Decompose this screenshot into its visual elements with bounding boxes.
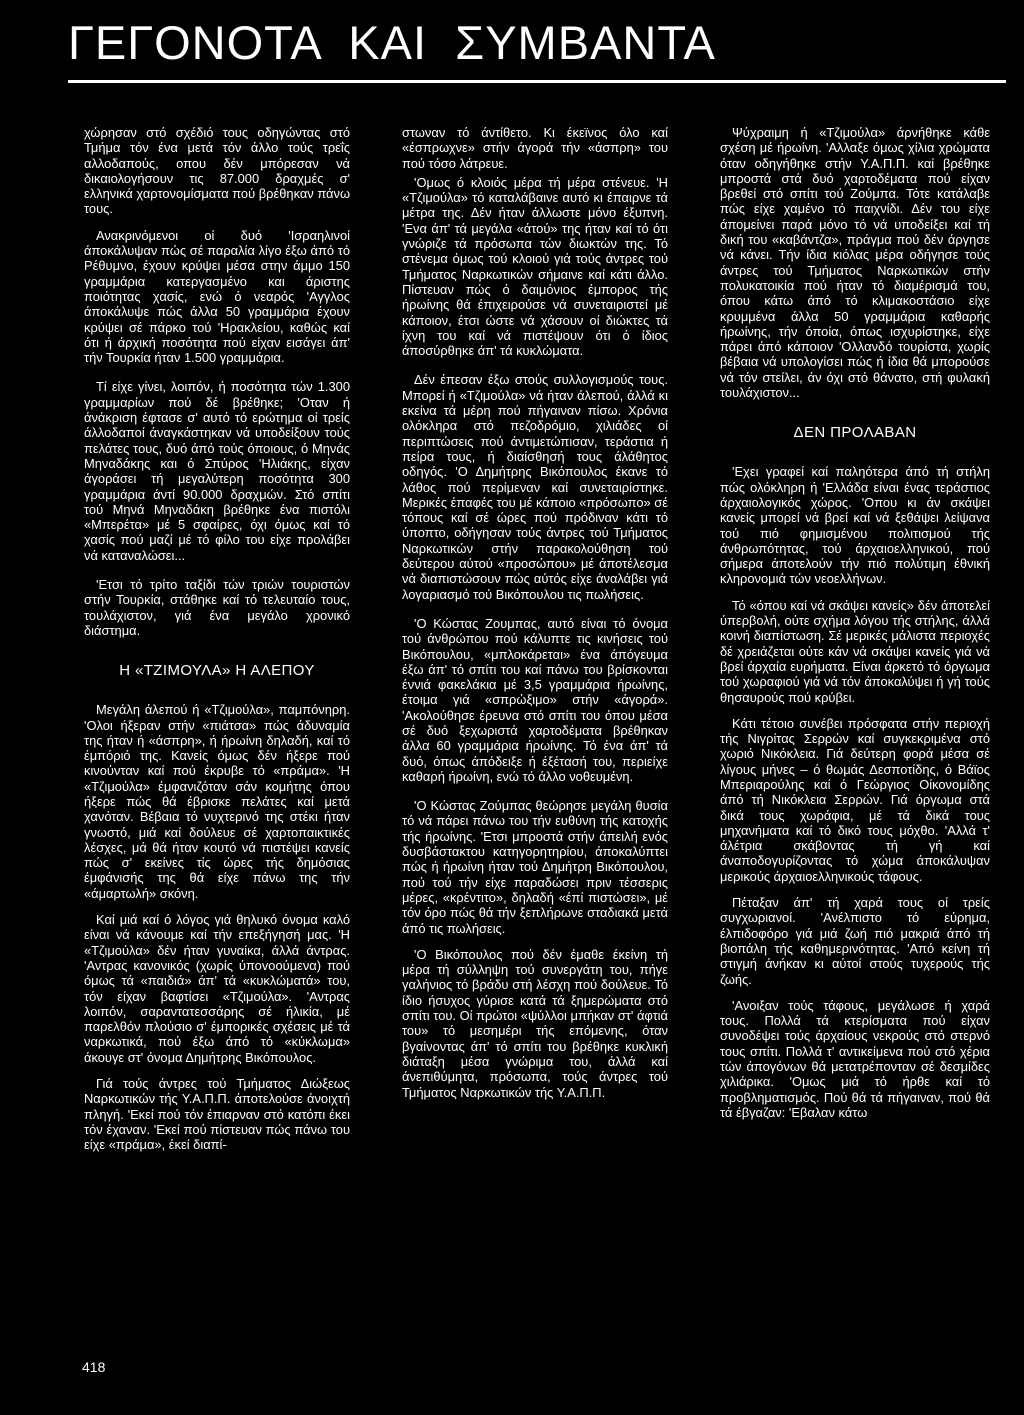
paragraph: Ψύχραιμη ή «Τζιμούλα» άρνήθηκε κάθε σχέση μέ ήρωίνη. 'Αλλαξε όμως χίλια χρώματα όταν οδηγήθηκε στήν Υ.Α.Π.Π. καί βρέθηκε μπροστά στά δυό χαρτοδέματα πού είχαν βρεθεί στό σπίτι τού Ζούμπα. Τότε κατάλαβε πώς είχε χαμένο τό παιχνίδι. Δέν του είχε άπομείνει παρά μόνο τό νά υποδείξει καί τή δική του «καβάντζα», πράγμα πού δέν άργησε νά κάνει. Τήν ίδια κιόλας μέρα οδήγησε τούς άντρες τού Τμήματος Ναρκωτικών στήν πολυκατοικία πού ήταν τό διαμέρισμά του, όπου κάτω άπό τό κλιμακοστάσιο είχε κρυμμένα άλλα 50 γραμμάρια καθαρής ήρωίνης, τήν όποία, όπως ισχυρίστηκε, είχε πάρει άπό κάποιον 'Ολλανδό τουρίστα, χωρίς βέβαια νά υπολογίσει πώς ή ίδια θά μπορούσε νά τόν στείλει, άν όχι στό θάνατο, στή φυλακή τουλάχιστον...	[720, 125, 990, 401]
paragraph: Τό «όπου καί νά σκάψει κανείς» δέν άποτελεί ύπερβολή, ούτε σχήμα λόγου τής στήλης, άλλά κοινή διαπίστωση. Σέ μερικές μάλιστα περιοχές δέ χρειάζεται ούτε κάν νά σκάψει κανείς γιά νά βρεί άρχαία ευρήματα. Είναι άρκετό τό όργωμα τού χωραφιού γιά νά τόν άποκαλύψει ή γή τούς θησαυρούς πού κρύβει.	[720, 597, 990, 705]
paragraph: στωναν τό άντίθετο. Κι έκεϊνος όλο καί «έσπρωχνε» στήν άγορά τήν «άσπρη» του πού τόσο λάτρευε.	[402, 125, 668, 171]
paragraph: Ανακρινόμενοι οί δυό 'Ισραηλινοί άποκάλυψαν πώς σέ παραλία λίγο έξω άπό τό Ρέθυμνο, έχουν κρύψει μέσα στην άμμο 150 γραμμάρια κατεργασμένο και άριστης ποιότητας χασίς, ενώ ό νεαρός 'Αγγλος άποκάλυψε πώς άλλα 50 γραμμάρια έχουν κρύψει σέ πάρκο τού 'Ηρακλείου, καθώς καί ότι ή άρχική ποσότητα πού είχαν εισάγει άπ' τήν Τουρκία ήταν 1.500 γραμμάρια.	[84, 227, 350, 366]
section-title: ΓΕΓΟΝΟΤΑ ΚΑΙ ΣΥΜΒΑΝΤΑ	[68, 16, 716, 69]
paragraph: 'Εχει γραφεί καί παληότερα άπό τή στήλη πώς ολόκληρη ή 'Ελλάδα είναι ένας τεράστιος άρχαιολογικός χώρος. 'Οπου κι άν σκάψει κανείς μπορεί νά βρεί καί νά ξεθάψει λείψανα τού πιό φημισμένου πολιτισμού τής άνθρωπότητας, τού άρχαιοελληνικού, πού σήμερα άποτελούν τήν πιό πολύτιμη έθνική κληρονομιά τών νεοελλήνων.	[720, 464, 990, 587]
paragraph: Κάτι τέτοιο συνέβει πρόσφατα στήν περιοχή τής Νιγρίτας Σερρών καί συγκεκριμένα στό χωριό Νικόκλεια. Γιά δεύτερη φορά μέσα σέ λίγους μήνες – ό θωμάς Δεσποτίδης, ό Βάϊος Μπεριαρούλης καί ό Γεώργιος Οίκονομίδης άπό τή Νικόκλεια Σερρών. Γιά όργωμα στά δικά τους χωράφια, μέ τά δικά τους μηχανήματα καί τό δικό τους μόχθο. 'Αλλά τ' άλέτρια σκάβοντας τή γή καί άναποδογυρίζοντας τό χώμα άποκάλυψαν μερικούς άρχαιοελληνικούς τάφους.	[720, 715, 990, 884]
paragraph: Καί μιά καί ό λόγος γιά θηλυκό όνομα καλό είναι νά κάνουμε καί τήν επεξήγησή μας. 'Η «Τζιμούλα» δέν ήταν γυναίκα, άλλά άντρας. 'Αντρας κανονικός (χωρίς ύποvοούμενα) πού όμως τά «παιδιά» άπ' τά «κυκλώματά» του, τόν είχαν βαφτίσει «Τζιμούλα». 'Αντρας λοιπόν, σαραντατεσσάρης σέ ήλικία, μέ παρελθόν πλούσιο σ' έμπορικές σχέσεις μέ τά ναρκωτικά, πού έξω άπό τό «κύκλωμα» άκουγε στ' όνομα Δημήτρης Βικόπουλος.	[84, 912, 350, 1065]
paragraph: 'Ο Κώστας Ζούμπας θεώρησε μεγάλη θυσία τό νά πάρει πάνω του τήν ευθύνη τής κατοχής τής ήρωίνης. 'Ετσι μπροστά στήν άπειλή ενός δυσβάστακτου κατηγορητηρίου, άποκαλύπτει πώς ή ήρωίνη ήταν τού Δημήτρη Βικόπουλου, πού τού τήν είχε παραδώσει πριν τέσσερις μέρες, «κρέντιτο», δηλαδή «έπί πιστώσει», μέ τόν όρο πώς θά τήν ξεπλήρωνε σταδιακά μετά άπό τις πωλήσεις.	[402, 798, 668, 936]
page-number: 418	[82, 1359, 106, 1375]
paragraph: Δέν έπεσαν έξω στούς συλλογισμούς τους. Μπορεί ή «Τζιμούλα» νά ήταν άλεπού, άλλά κι εκείνα τά μέρη πού πήγαιναν πίσω. Χρόνια ολόκληρα στό πεζοδρόμιο, χιλιάδες οί περιπτώσεις πού άντιμετώπισαν, τεράστια ή πείρα τους, ή διαίσθησή τους άλάθητος οδηγός. 'Ο Δημήτρης Βικόπουλος έκανε τό λάθος πού περίμεναν καί συνεταιρίστηκε. Μερικές έπαφές του μέ κάποιο «πρόσωπο» σέ τόπους καί σέ ώρες πού πρόδιναν κάτι τό ύποπτο, οδήγησαν τούς άντρες τού Τμήματος Ναρκωτικών στήν παρακολούθηση τού δεύτερου αύτού «προσώπου» μέ άποτέλεσμα νά διαπιστώσουν πώς αύτός είχε άναλάβει γιά λογαριασμό τού Βικόπουλου τις πωλήσεις.	[402, 372, 668, 602]
paragraph: Γιά τούς άντρες τού Τμήματος Διώξεως Ναρκωτικών τής Υ.Α.Π.Π. άποτελούσε άνοιχτή πληγή. 'Εκεί πού τόν έπιαρναν στό κατόπι έκει τόν έχαναν. 'Εκεί πού πίστευαν πώς πάνω του είχε «πράμα», έκεί διαπί-	[84, 1076, 350, 1153]
paragraph: 'Ανοιξαν τούς τάφους, μεγάλωσε ή χαρά τους. Πολλά τά κτερίσματα πού είχαν συνοδέψει τούς άρχαίους νεκρούς στό στερνό τους σπίτι. Πολλά τ' αντικείμενα πού στό χέρια τών άπογόνων θά μετατρέπονταν σέ δεσμίδες χιλιάρικα. 'Ομως μιά τό ήρθε καί τό προβληματισμός. Πού θά τά πήγαιναν, πού θά τά έβγαζαν: 'Εβαλαν κάτω	[720, 997, 990, 1120]
paragraph: χώρησαν στό σχέδιό τους οδηγώντας στό Τμήμα τόν ένα μετά τόν άλλο τούς τρεΐς αλλοδαπούς, οπου δέν μπόρεσαν νά δικαιολογήσουν τις 87.000 δραχμές σ' ελληνικά χαρτονομίσματα πού βρέθηκαν πάνω τους.	[84, 125, 351, 217]
article-column-1	[84, 125, 350, 1164]
article-column-2	[402, 125, 668, 1111]
subheading: ΔΕΝ ΠΡΟΛΑΒΑΝ	[793, 424, 917, 442]
paragraph: Πέταξαν άπ' τή χαρά τους οί τρείς συγχωριανοί. 'Ανέλπιστο τό εύρημα, έλπιδοφόρο γιά μιά ζωή πιό μακριά άπό τή βιοπάλη τής καθημερινότητας. 'Από κείνη τή στιγμή άνήκαν κι αύτοί στούς τυχερούς τής ζωής.	[720, 895, 990, 987]
header-rule	[68, 80, 1006, 83]
paragraph: Μεγάλη άλεπού ή «Τζιμούλα», παμπόνηρη. 'Ολοι ήξεραν στήν «πιάτσα» πώς άδυναμία της ήταν ή «άσπρη», ή ήρωίνη δηλαδή, καί τό έμπόριό της. Κανείς όμως δέν ήξερε πού κινούνταν καί πού έκρυβε τό «πράμα». 'Η «Τζιμούλα» έμφανιζόταν σάν κομήτης όπου ήξερε πώς θά έβρισκε πελάτες καί μετά χανόταν. Βέβαια τό νυχτερινό της στέκι ήταν γνωστό, μιά καί δούλευε σέ χαρτοπαικτικές λέσχες, μά θά ήταν κουτό νά πιστέψει κανείς πώς σ' εκείνες τίς ώρες τής δημόσιας έμφάνισής της θά είχε πάνω της τήν «άμαρτωλή» σκόνη.	[84, 702, 350, 901]
paragraph: 'Ο Κώστας Ζουμπας, αυτό είναι τό όνομα τού άνθρώπου πού κάλυπτε τις κινήσεις τού Βικόπουλου, «μπλοκάρεται» ένα άπόγευμα έξω άπ' τό σπίτι του καί πάνω του βρίσκονται έννιά φακελάκια μέ 3,5 γραμμάρια ήρωίνης, έτοιμα γιά «σπρώξιμο» στήν «άγορά». 'Ακολούθησε έρευνα στό σπίτι του όπου μέσα σέ δυό ξεχωριστά χαρτοδέματα βρέθηκαν άλλα 60 γραμμάρια ήρωίνης. Τό ένα άπ' τά δυό, όπως άπόδειξε ή έξέτασή του, περιείχε καθαρή ήρωίνη, ενώ τό άλλο νοθευμένη.	[402, 615, 668, 784]
paragraph: 'Ετσι τό τρίτο ταξίδι τών τριών τουριστών στήν Τουρκία, στάθηκε καί τό τελευταίο τους, τουλάχιστον, γιά ένα μεγάλο χρονικό διάστημα.	[84, 577, 350, 638]
paragraph: 'Ο Βικόπουλος πού δέν έμαθε έκείνη τή μέρα τή σύλληψη τού συνεργάτη του, πήγε γαλήνιος τό βράδυ στή λέσχη πού δούλευε. Τό ίδιο ήσυχος γύρισε κατά τά ξημερώματα στό σπίτι του. Οί πρώτοι «ψύλλοι μπήκαν στ' άφτιά του» τό μεσημέρι τής επόμενης, όταν βγαίνοντας άπ' τό σπίτι του βρέθηκε κυκλική διάταξη μέσα γνώριμα του, άλλά καί άνεπιθύμητα, πρόσωπα, τούς άντρες τού Τμήματος Ναρκωτικών τής Υ.Α.Π.Π.	[402, 946, 668, 1100]
paragraph: 'Ομως ό κλοιός μέρα τή μέρα στένευε. 'Η «Τζιμούλα» τό καταλάβαινε αυτό κι έπαιρνε τά μέτρα της. Δέν ήταν άλλωστε μόνο έξυπνη. 'Ενα άπ' τά μεγάλα «άτού» της ήταν καί τό ότι γνώριζε τά πρόσωπα τών διωκτών της. Τό στένεμα όμως τού κλοιού γιά τούς άντρες τού Τμήματος Ναρκωτικών σήμαινε καί κάτι άλλο. Πίστευαν πώς ό δαιμόνιος έμπορος τής ήρωίνης θά έπιχειρούσε νά συνεταιριστεί μέ κάποιον, έτσι ώστε νά χάσουν οί διώκτες τά ίχνη του καί νά πιστέψουν ότι ό ίδιος άποσύρθηκε άπ' τά κυκλώματα.	[402, 174, 668, 359]
paragraph: Τί είχε γίνει, λοιπόν, ή ποσότητα τών 1.300 γραμμαρίων πού δέ βρέθηκε; 'Οταν ή άνάκριση έφτασε σ' αυτό τό ερώτημα οί τρείς άλλοδαποί άναγκάστηκαν νά υποδείξουν τούς πελάτες τους, δυό άπό τούς όποιους, ό Μηνάς Μηναδάκης και ό Σπύρος 'Ηλιάκης, είχαν άγοράσει τή μεγαλύτερη ποσότητα 300 γραμμάρια άντί 90.000 δραχμών. Στό σπίτι τού Μηνά Μηναδάκη βρέθηκε ένα πιστόλι «Μπερέτα» μέ 5 σφαίρες, όχι όμως καί τό χασίς πού μαζί μέ τό φίλο του είχε προλάβει νά καταναλώσει...	[84, 379, 350, 563]
page-header	[68, 10, 1008, 76]
subheading: Η «ΤΖΙΜΟΥΛΑ» Η ΑΛΕΠΟΥ	[119, 662, 315, 680]
article-column-3	[720, 125, 990, 1131]
